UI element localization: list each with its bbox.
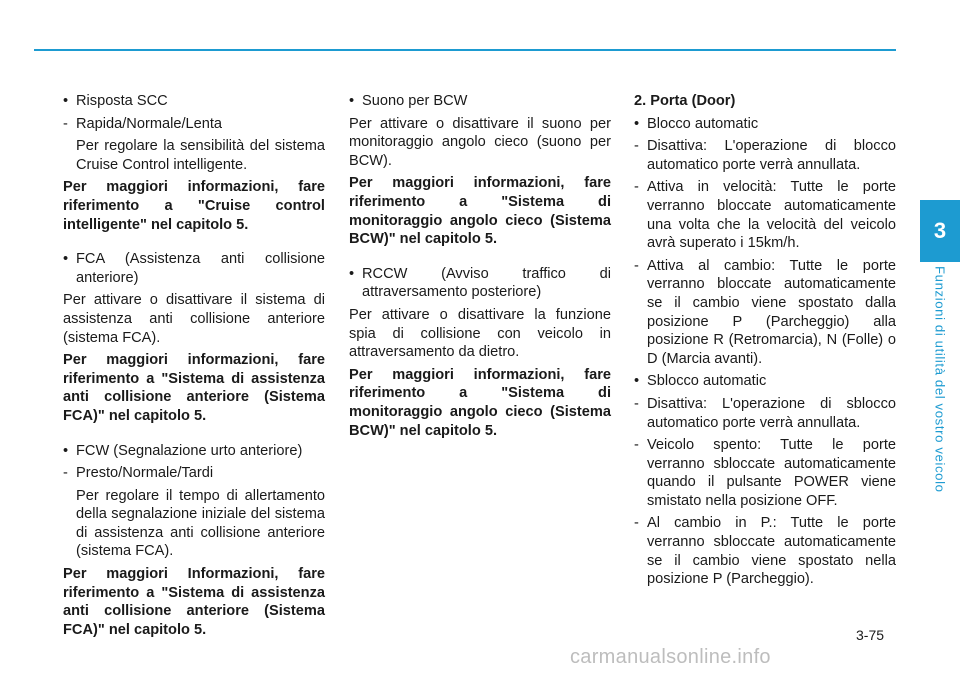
column-right: [634, 92, 896, 593]
item-auto-lock: • Blocco automatic: [634, 115, 896, 134]
item-scc-response: • Risposta SCC: [63, 92, 325, 111]
column-left: [63, 92, 325, 643]
item-auto-unlock: • Sblocco automatic: [634, 372, 896, 391]
fcw-reference: Per maggiori Informazioni, fare riferimento a "Sistema di assistenza anti collisione anteriore (Sistema FCA)" nel capitolo 5.: [63, 566, 325, 638]
option-lock-disable: - Disattiva: L'operazione di blocco automatico porte verrà annullata.: [634, 137, 896, 174]
scc-reference: Per maggiori informazioni, fare riferimento a "Cruise control intelligente" nel capitolo 5.: [63, 179, 325, 233]
scc-description: Per regolare la sensibilità del sistema Cruise Control intelligente.: [76, 138, 325, 173]
column-middle: [349, 92, 611, 444]
chapter-title: Funzioni di utilità del vostro veicolo: [932, 265, 948, 493]
chapter-number: 3: [933, 218, 947, 243]
rccw-description: Per attivare o disattivare la funzione spia di collisione con veicolo in attraversamento da dietro.: [349, 306, 611, 361]
item-bcw-sound: • Suono per BCW: [349, 92, 611, 111]
rccw-reference: Per maggiori informazioni, fare riferimento a "Sistema di monitoraggio angolo cieco (Sistema BCW)" nel capitolo 5.: [349, 366, 611, 439]
fcw-description: Per regolare il tempo di allertamento della segnalazione iniziale del sistema di assistenza anti collisione anteriore (sistema FCA).: [76, 487, 325, 560]
option-lock-shift: - Attiva al cambio: Tutte le porte verranno bloccate automaticamente se il cambio viene spostato dalla posizione P (Parcheggio) alla posizione R (Retromarcia), N (Folle) o D (Marcia avanti).: [634, 257, 896, 369]
item-fcw: • FCW (Segnalazione urto anteriore): [63, 442, 325, 461]
bcw-sound-description: Per attivare o disattivare il suono per monitoraggio angolo cieco (suono per BCW).: [349, 115, 611, 169]
page-number: 3-75: [856, 627, 885, 643]
header-rule: [34, 49, 896, 51]
chapter-tab: [920, 200, 960, 262]
option-unlock-off: - Veicolo spento: Tutte le porte verranno sbloccate automaticamente quando il pulsante POWER viene smistato nella posizione OFF.: [634, 436, 896, 510]
bcw-sound-reference: Per maggiori informazioni, fare riferimento a "Sistema di monitoraggio angolo cieco (Sistema BCW)" nel capitolo 5.: [349, 175, 611, 248]
item-rccw: • RCCW (Avviso traffico di attraversamento posteriore): [349, 265, 611, 302]
watermark: carmanualsonline.info: [570, 646, 771, 668]
option-fcw-timing: - Presto/Normale/Tardi: [63, 464, 325, 483]
item-fca: • FCA (Assistenza anti collisione anteriore): [63, 250, 325, 287]
option-unlock-park: - Al cambio in P.: Tutte le porte verranno sbloccate automaticamente se il cambio viene spostato nella posizione P (Parcheggio).: [634, 514, 896, 588]
fca-description: Per attivare o disattivare il sistema di assistenza anti collisione anteriore (sistema FCA).: [63, 292, 325, 346]
fca-reference: Per maggiori informazioni, fare riferimento a "Sistema di assistenza anti collisione anteriore (Sistema FCA)" nel capitolo 5.: [63, 352, 325, 424]
option-lock-speed: - Attiva in velocità: Tutte le porte verranno bloccate automaticamente una volta che la velocità del veicolo avrà superato i 15km/h.: [634, 178, 896, 252]
door-heading: 2. Porta (Door): [634, 93, 736, 109]
option-unlock-disable: - Disattiva: L'operazione di sblocco automatico porte verrà annullata.: [634, 395, 896, 432]
option-scc-speed: - Rapida/Normale/Lenta: [63, 115, 325, 134]
